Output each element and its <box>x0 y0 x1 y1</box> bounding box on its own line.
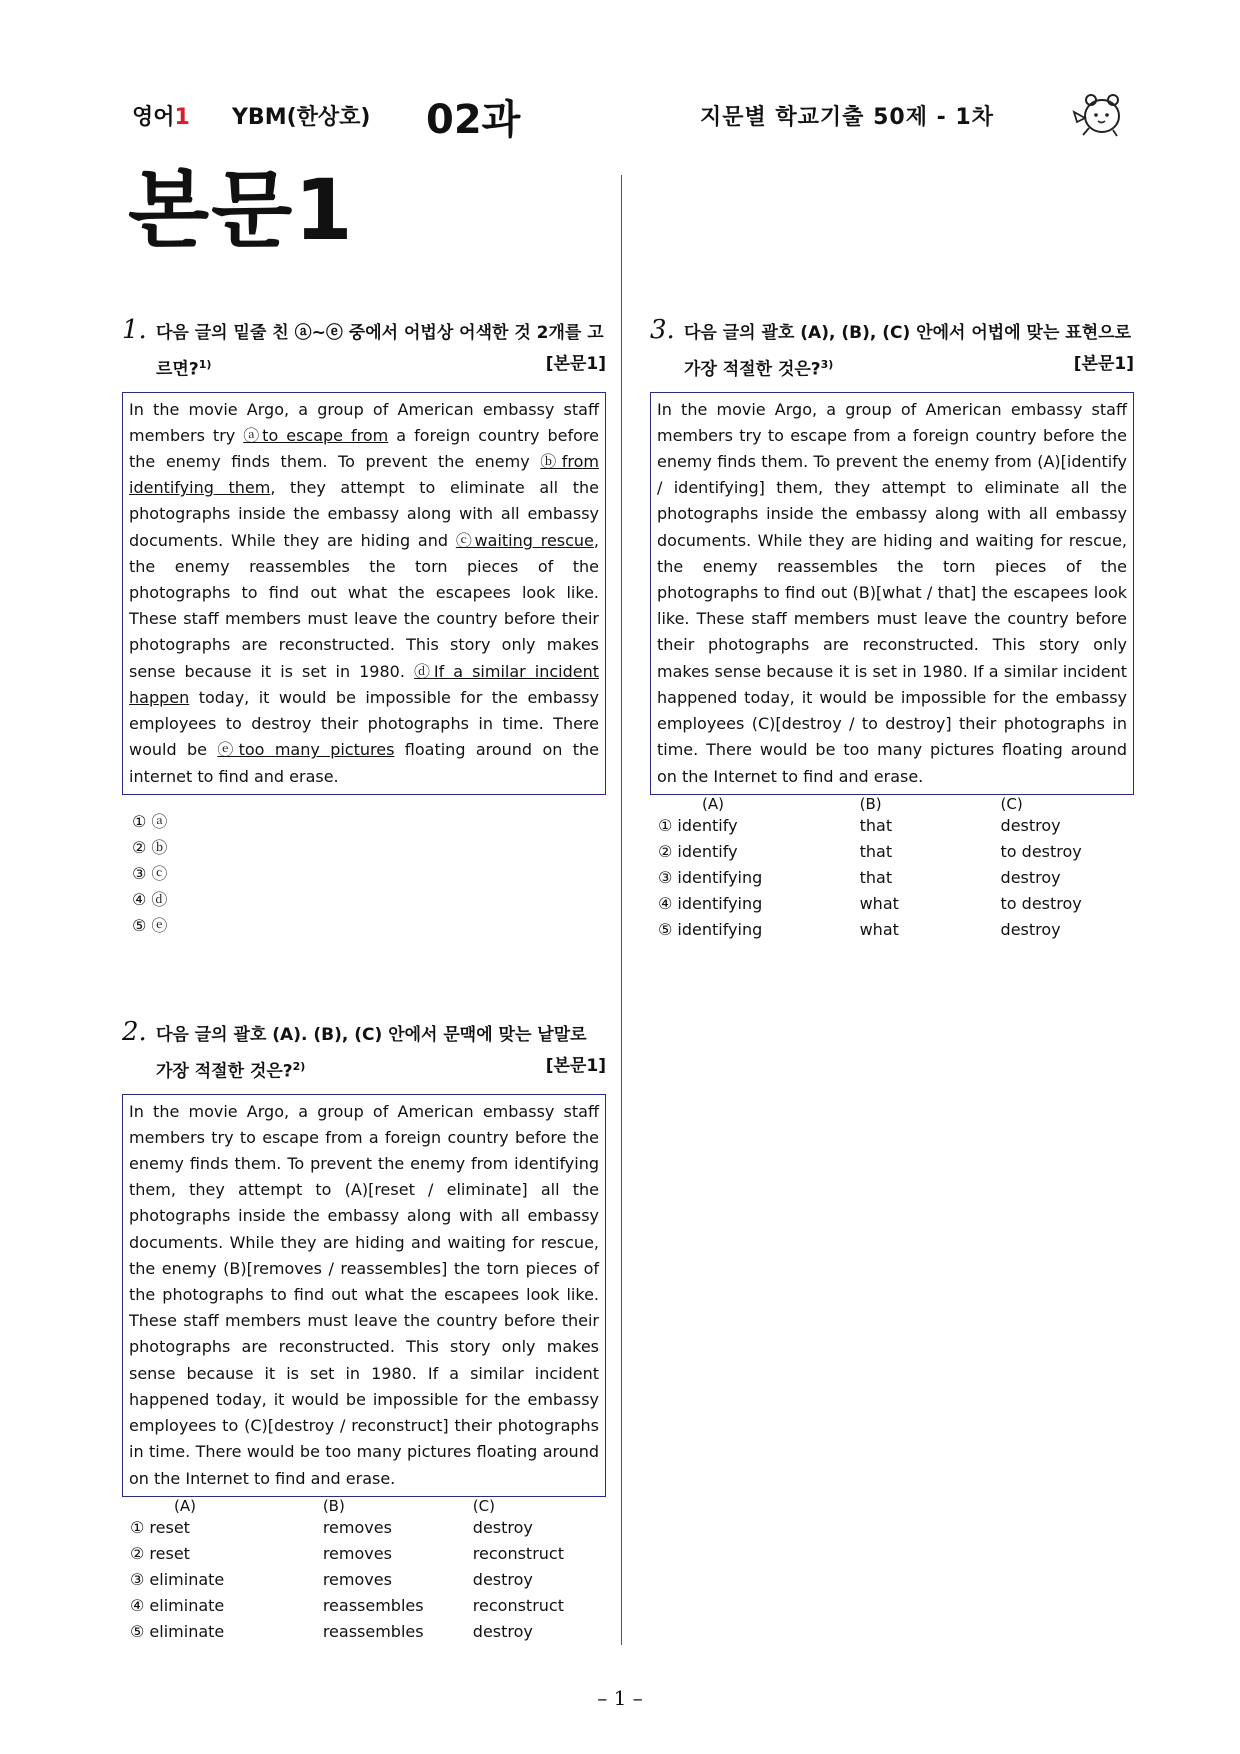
question-prompt: 1. 다음 글의 밑줄 친 ⓐ~ⓔ 중에서 어법상 어색한 것 2개를 고르면?$^{1)}$ [본문1] <box>122 315 606 380</box>
answer-choices <box>122 809 606 939</box>
question-number: 1. <box>122 315 147 345</box>
option-table <box>130 1497 606 1645</box>
option-header-b: (B) <box>322 1496 345 1515</box>
question-3 <box>650 315 1134 943</box>
underlined-b: ⓑfrom identifying them <box>129 452 599 498</box>
option-row[interactable]: ⑤ identifying what destroy <box>658 920 1061 940</box>
option-header-a: (A) <box>174 1496 196 1515</box>
footnote-marker: 2) <box>292 1060 306 1073</box>
source-tag: [본문1] <box>545 1056 606 1076</box>
option-row[interactable]: ③ identifying that destroy <box>658 868 1061 888</box>
option-table <box>658 795 1134 943</box>
source-tag: [본문1] <box>1073 354 1134 374</box>
publisher-label: YBM(한상호) <box>232 105 371 130</box>
question-1 <box>122 315 606 939</box>
passage-box: In the movie Argo, a group of American embassy staff members try ⓐto escape from a foreign country before the enemy finds them. To prevent the enemy ⓑfrom identifying them, they attempt to eliminate all the photographs inside the embassy along with all embassy documents. While they are hiding and ⓒwaiting rescue, the enemy reassembles the torn pieces of the photographs to find out what the escapees look like. These staff members must leave the country before their photographs are reconstructed. This story only makes sense because it is set in 1980. ⓓIf a similar incident happen today, it would be impossible for the embassy employees to destroy their photographs in time. There would be ⓔtoo many pictures floating around on the internet to find and erase. <box>122 392 606 795</box>
answer-choice[interactable]: ⑤ ⓔ <box>132 915 168 935</box>
column-divider <box>621 175 622 1645</box>
mascot-icon <box>1069 88 1125 140</box>
question-2 <box>122 1017 606 1645</box>
page-header <box>130 88 1125 143</box>
option-header-c: (C) <box>1000 794 1023 813</box>
page-number: – 1 – <box>597 1686 643 1710</box>
option-row[interactable]: ② identify that to destroy <box>658 842 1082 862</box>
option-row[interactable]: ① identify that destroy <box>658 816 1061 836</box>
option-row[interactable]: ③ eliminate removes destroy <box>130 1570 533 1590</box>
underlined-a: ⓐto escape from <box>243 425 389 445</box>
answer-choice[interactable]: ③ ⓒ <box>132 863 168 883</box>
underlined-e: ⓔtoo many pictures <box>217 740 395 760</box>
series-label: 지문별 학교기출 50제 - 1차 <box>700 105 994 130</box>
subject-label: 영어1 <box>132 105 190 130</box>
question-prompt: 3. 다음 글의 괄호 (A), (B), (C) 안에서 어법에 맞는 표현으로 가장 적절한 것은?$^{3)}$ [본문1] <box>650 315 1134 380</box>
option-row[interactable]: ④ eliminate reassembles reconstruct <box>130 1596 564 1616</box>
underlined-c: ⓒwaiting rescue <box>455 530 594 550</box>
option-header-a: (A) <box>702 794 724 813</box>
underlined-d: ⓓIf a similar incident happen <box>129 661 599 707</box>
question-number: 2. <box>122 1017 147 1047</box>
option-row[interactable]: ④ identifying what to destroy <box>658 894 1082 914</box>
option-header-c: (C) <box>472 1496 495 1515</box>
answer-choice[interactable]: ④ ⓓ <box>132 889 168 909</box>
footnote-marker: 1) <box>198 358 212 371</box>
footnote-marker: 3) <box>820 358 834 371</box>
answer-choice[interactable]: ② ⓑ <box>132 837 168 857</box>
source-tag: [본문1] <box>545 354 606 374</box>
passage-box: In the movie Argo, a group of American embassy staff members try to escape from a foreign country before the enemy finds them. To prevent the enemy from (A)[identify / identifying] them, they attempt to eliminate all the photographs inside the embassy along with all embassy documents. While they are hiding and waiting for rescue, the enemy reassembles the torn pieces of the photographs to find out (B)[what / that] the escapees look like. These staff members must leave the country before their photographs are reconstructed. This story only makes sense because it is set in 1980. If a similar incident happened today, it would be impossible for the embassy employees (C)[destroy / to destroy] their photographs in time. There would be too many pictures floating around on the Internet to find and erase. <box>650 392 1134 795</box>
option-row[interactable]: ① reset removes destroy <box>130 1518 533 1538</box>
question-number: 3. <box>650 315 675 345</box>
option-row[interactable]: ⑤ eliminate reassembles destroy <box>130 1622 533 1642</box>
question-prompt: 2. 다음 글의 괄호 (A). (B), (C) 안에서 문맥에 맞는 낱말로 가장 적절한 것은?$^{2)}$ [본문1] <box>122 1017 606 1082</box>
page-title: 본문1 <box>128 161 355 259</box>
lesson-label: 02과 <box>426 97 521 143</box>
option-row[interactable]: ② reset removes reconstruct <box>130 1544 564 1564</box>
passage-box: In the movie Argo, a group of American embassy staff members try to escape from a foreign country before the enemy finds them. To prevent the enemy from identifying them, they attempt to (A)[reset / eliminate] all the photographs inside the embassy along with all embassy documents. While they are hiding and waiting for rescue, the enemy (B)[removes / reassembles] the torn pieces of the photographs to find out what the escapees look like. These staff members must leave the country before their photographs are reconstructed. This story only makes sense because it is set in 1980. If a similar incident happened today, it would be impossible for the embassy employees to (C)[destroy / reconstruct] their photographs in time. There would be too many pictures floating around on the Internet to find and erase. <box>122 1094 606 1497</box>
option-header-b: (B) <box>859 794 882 813</box>
answer-choice[interactable]: ① ⓐ <box>132 811 168 831</box>
